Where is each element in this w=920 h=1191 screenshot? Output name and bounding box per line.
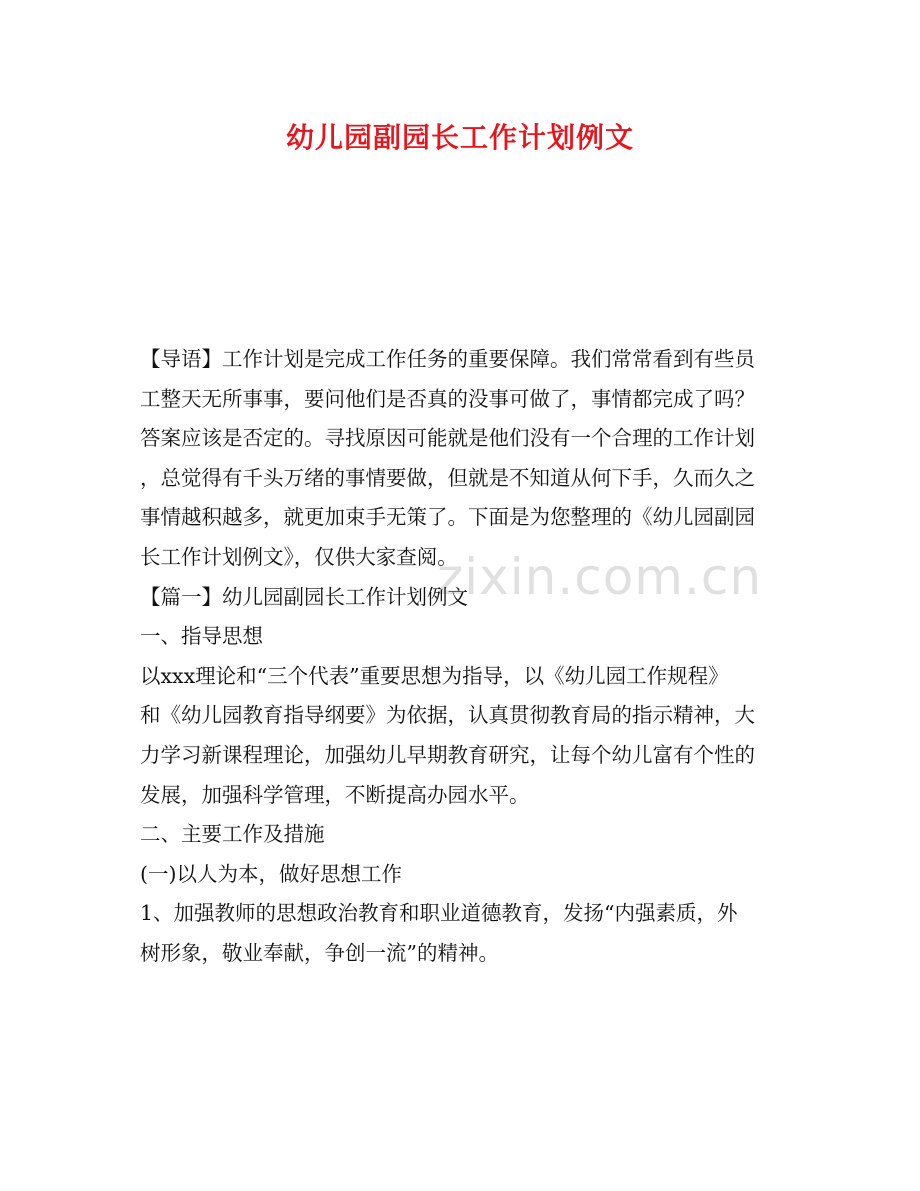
text-line: 工整天无所事事，要问他们是否真的没事可做了，事情都完成了吗？ — [140, 386, 755, 411]
section-heading — [140, 815, 780, 855]
subsection-heading — [140, 855, 780, 895]
text-line: 一、指导思想 — [140, 624, 263, 649]
text-line: 答案应该是否定的。寻找原因可能就是他们没有一个合理的工作计划 — [140, 426, 755, 451]
text-line: 事情越积越多，就更加束手无策了。下面是为您整理的《幼儿园副园 — [140, 505, 755, 530]
text-line: 【篇一】幼儿园副园长工作计划例文 — [140, 584, 468, 609]
text-line: 二、主要工作及措施 — [140, 822, 325, 847]
text-line: 树形象，敬业奉献，争创一流”的精神。 — [140, 940, 499, 965]
document-body — [140, 340, 780, 974]
section-heading — [140, 578, 780, 618]
watermark: zixin.com.cn — [437, 548, 763, 606]
text-line: ，总觉得有千头万绪的事情要做，但就是不知道从何下手，久而久之 — [140, 465, 755, 490]
text-line: 1、加强教师的思想政治教育和职业道德教育，发扬“内强素质，外 — [140, 901, 738, 926]
body-paragraph — [140, 657, 780, 815]
text-line: 【导语】工作计划是完成工作任务的重要保障。我们常常看到有些员 — [140, 347, 755, 371]
document-title: 幼儿园副园长工作计划例文 — [285, 121, 634, 154]
text-line: 和《幼儿园教育指导纲要》为依据，认真贯彻教育局的指示精神，大 — [140, 703, 755, 728]
text-line: 发展，加强科学管理，不断提高办园水平。 — [140, 782, 530, 807]
text-line: 长工作计划例文》，仅供大家查阅。 — [140, 544, 458, 569]
text-line: 以xxx理论和“三个代表”重要思想为指导，以《幼儿园工作规程》 — [140, 663, 729, 688]
intro-paragraph — [140, 340, 780, 578]
section-heading — [140, 617, 780, 657]
text-line: (一)以人为本，做好思想工作 — [140, 861, 402, 886]
text-line: 力学习新课程理论，加强幼儿早期教育研究，让每个幼儿富有个性的 — [140, 742, 755, 767]
body-paragraph — [140, 894, 780, 973]
